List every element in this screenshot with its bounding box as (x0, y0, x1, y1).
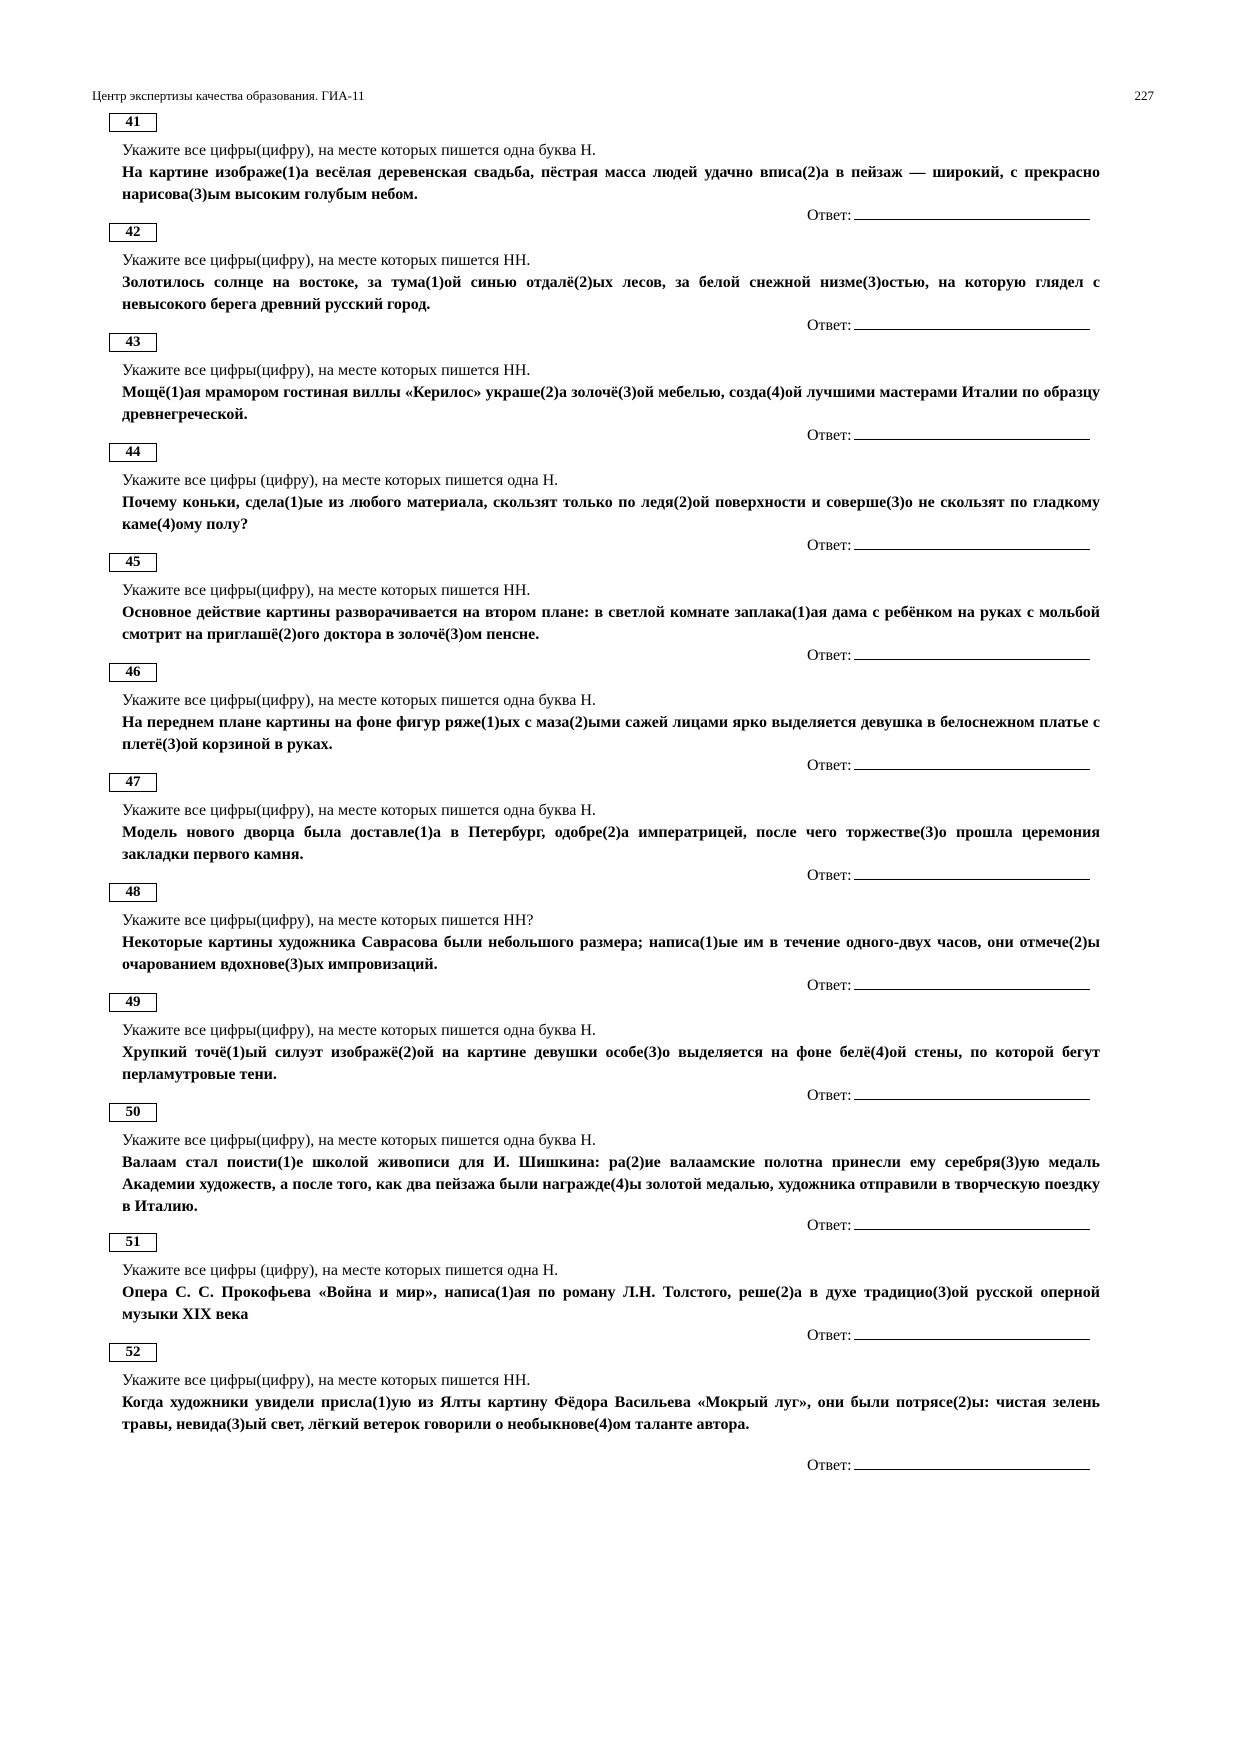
answer-line[interactable] (854, 313, 1090, 330)
answer-field[interactable] (807, 863, 1100, 886)
task-sentence: На переднем плане картины на фоне фигур ряже(1)ых с маза(2)ыми сажей лицами ярко выделяется девушка в белоснежном платье с плетё(3)ой корзиной в руках. (122, 714, 1100, 753)
answer-label: Ответ: (807, 1327, 852, 1344)
answer-label: Ответ: (807, 1087, 852, 1104)
task-instruction: Укажите все цифры (цифру), на месте которых пишется одна Н. (122, 472, 559, 489)
task-number-box: 51 (109, 1233, 157, 1252)
answer-line[interactable] (854, 533, 1090, 550)
task-instruction: Укажите все цифры(цифру), на месте которых пишется НН. (122, 252, 531, 269)
answer-label: Ответ: (807, 537, 852, 554)
task-number-box: 46 (109, 663, 157, 682)
page-number: 227 (1134, 88, 1154, 103)
answer-field[interactable] (807, 643, 1100, 666)
task-number-box: 47 (109, 773, 157, 792)
answer-line[interactable] (854, 863, 1090, 880)
task-sentence: Некоторые картины художника Саврасова были небольшого размера; написа(1)ые им в течение одного-двух часов, они отмече(2)ы очарованием вдохнове(3)ых импровизаций. (122, 934, 1100, 973)
task-instruction: Укажите все цифры(цифру), на месте которых пишется НН. (122, 362, 531, 379)
task-sentence: Мощё(1)ая мрамором гостиная виллы «Керилос» украше(2)а золочё(3)ой мебелью, созда(4)ой лучшими мастерами Италии по образцу древнегреческой. (122, 384, 1100, 423)
answer-field[interactable] (807, 753, 1100, 776)
answer-field[interactable] (807, 1453, 1100, 1476)
answer-field[interactable] (807, 1083, 1100, 1106)
task-sentence: Когда художники увидели присла(1)ую из Ялты картину Фёдора Васильева «Мокрый луг», они были потрясе(2)ы: чистая зелень травы, невида(3)ый свет, лёгкий ветерок говорили о необыкнове(4)ом таланте автора. (122, 1394, 1100, 1433)
answer-field[interactable] (807, 533, 1100, 556)
task-number-box: 44 (109, 443, 157, 462)
answer-field[interactable] (807, 423, 1100, 446)
task-number-box: 48 (109, 883, 157, 902)
task-sentence: Опера С. С. Прокофьева «Война и мир», написа(1)ая по роману Л.Н. Толстого, реше(2)а в духе традицио(3)ой русской оперной музыки XIX века (122, 1284, 1100, 1323)
task-instruction: Укажите все цифры(цифру), на месте которых пишется НН? (122, 912, 534, 929)
task-number-box: 52 (109, 1343, 157, 1362)
task-number-box: 50 (109, 1103, 157, 1122)
answer-label: Ответ: (807, 207, 852, 224)
task-number-box: 42 (109, 223, 157, 242)
answer-field[interactable] (807, 1323, 1100, 1346)
answer-line[interactable] (854, 423, 1090, 440)
answer-line[interactable] (854, 973, 1090, 990)
task-sentence: Валаам стал поисти(1)е школой живописи для И. Шишкина: ра(2)ие валаамские полотна принесли ему серебря(3)ую медаль Академии художеств, а после того, как два пейзажа были награжде(4)ы золотой медалью, художника отправили в творческую поездку в Италию. (122, 1154, 1100, 1215)
task-number-box: 49 (109, 993, 157, 1012)
task-sentence: Хрупкий точё(1)ый силуэт изображё(2)ой на картине девушки особе(3)о выделяется на фоне белё(4)ой стены, по которой бегут перламутровые тени. (122, 1044, 1100, 1083)
answer-line[interactable] (854, 203, 1090, 220)
task-number-box: 43 (109, 333, 157, 352)
task-sentence: Модель нового дворца была доставле(1)а в Петербург, одобре(2)а императрицей, после чего торжестве(3)о прошла церемония закладки первого камня. (122, 824, 1100, 863)
task-instruction: Укажите все цифры(цифру), на месте которых пишется НН. (122, 582, 531, 599)
answer-field[interactable] (807, 973, 1100, 996)
answer-label: Ответ: (807, 647, 852, 664)
answer-label: Ответ: (807, 757, 852, 774)
task-number-box: 45 (109, 553, 157, 572)
task-instruction: Укажите все цифры(цифру), на месте которых пишется одна буква Н. (122, 142, 596, 159)
answer-label: Ответ: (807, 1217, 852, 1234)
answer-line[interactable] (854, 1453, 1090, 1470)
task-sentence: На картине изображе(1)а весёлая деревенская свадьба, пёстрая масса людей удачно вписа(2)а в пейзаж — широкий, с прекрасно нарисова(3)ым высоким голубым небом. (122, 164, 1100, 203)
task-sentence: Золотилось солнце на востоке, за тума(1)ой синью отдалё(2)ых лесов, за белой снежной низме(3)остью, на которую глядел с невысокого берега древний русский город. (122, 274, 1100, 313)
task-instruction: Укажите все цифры(цифру), на месте которых пишется одна буква Н. (122, 692, 596, 709)
answer-label: Ответ: (807, 317, 852, 334)
task-number-box: 41 (109, 113, 157, 132)
task-instruction: Укажите все цифры(цифру), на месте которых пишется одна буква Н. (122, 802, 596, 819)
answer-line[interactable] (854, 753, 1090, 770)
task-instruction: Укажите все цифры(цифру), на месте которых пишется одна буква Н. (122, 1132, 596, 1149)
answer-field[interactable] (807, 313, 1100, 336)
task-instruction: Укажите все цифры (цифру), на месте которых пишется одна Н. (122, 1262, 559, 1279)
answer-field[interactable] (807, 203, 1100, 226)
answer-line[interactable] (854, 1323, 1090, 1340)
task-instruction: Укажите все цифры(цифру), на месте которых пишется одна буква Н. (122, 1022, 596, 1039)
task-sentence: Основное действие картины разворачивается на втором плане: в светлой комнате заплака(1)ая дама с ребёнком на руках с мольбой смотрит на приглашё(2)ого доктора в золочё(3)ом пенсне. (122, 604, 1100, 643)
answer-line[interactable] (854, 1213, 1090, 1230)
answer-label: Ответ: (807, 867, 852, 884)
answer-label: Ответ: (807, 1457, 852, 1474)
header-title: Центр экспертизы качества образования. ГИА-11 (92, 88, 365, 103)
answer-label: Ответ: (807, 977, 852, 994)
answer-line[interactable] (854, 643, 1090, 660)
answer-field[interactable] (807, 1213, 1100, 1236)
task-sentence: Почему коньки, сдела(1)ые из любого материала, скользят только по ледя(2)ой поверхности и соверше(3)о не скользят по гладкому каме(4)ому полу? (122, 494, 1100, 533)
answer-line[interactable] (854, 1083, 1090, 1100)
task-instruction: Укажите все цифры(цифру), на месте которых пишется НН. (122, 1372, 531, 1389)
answer-label: Ответ: (807, 427, 852, 444)
